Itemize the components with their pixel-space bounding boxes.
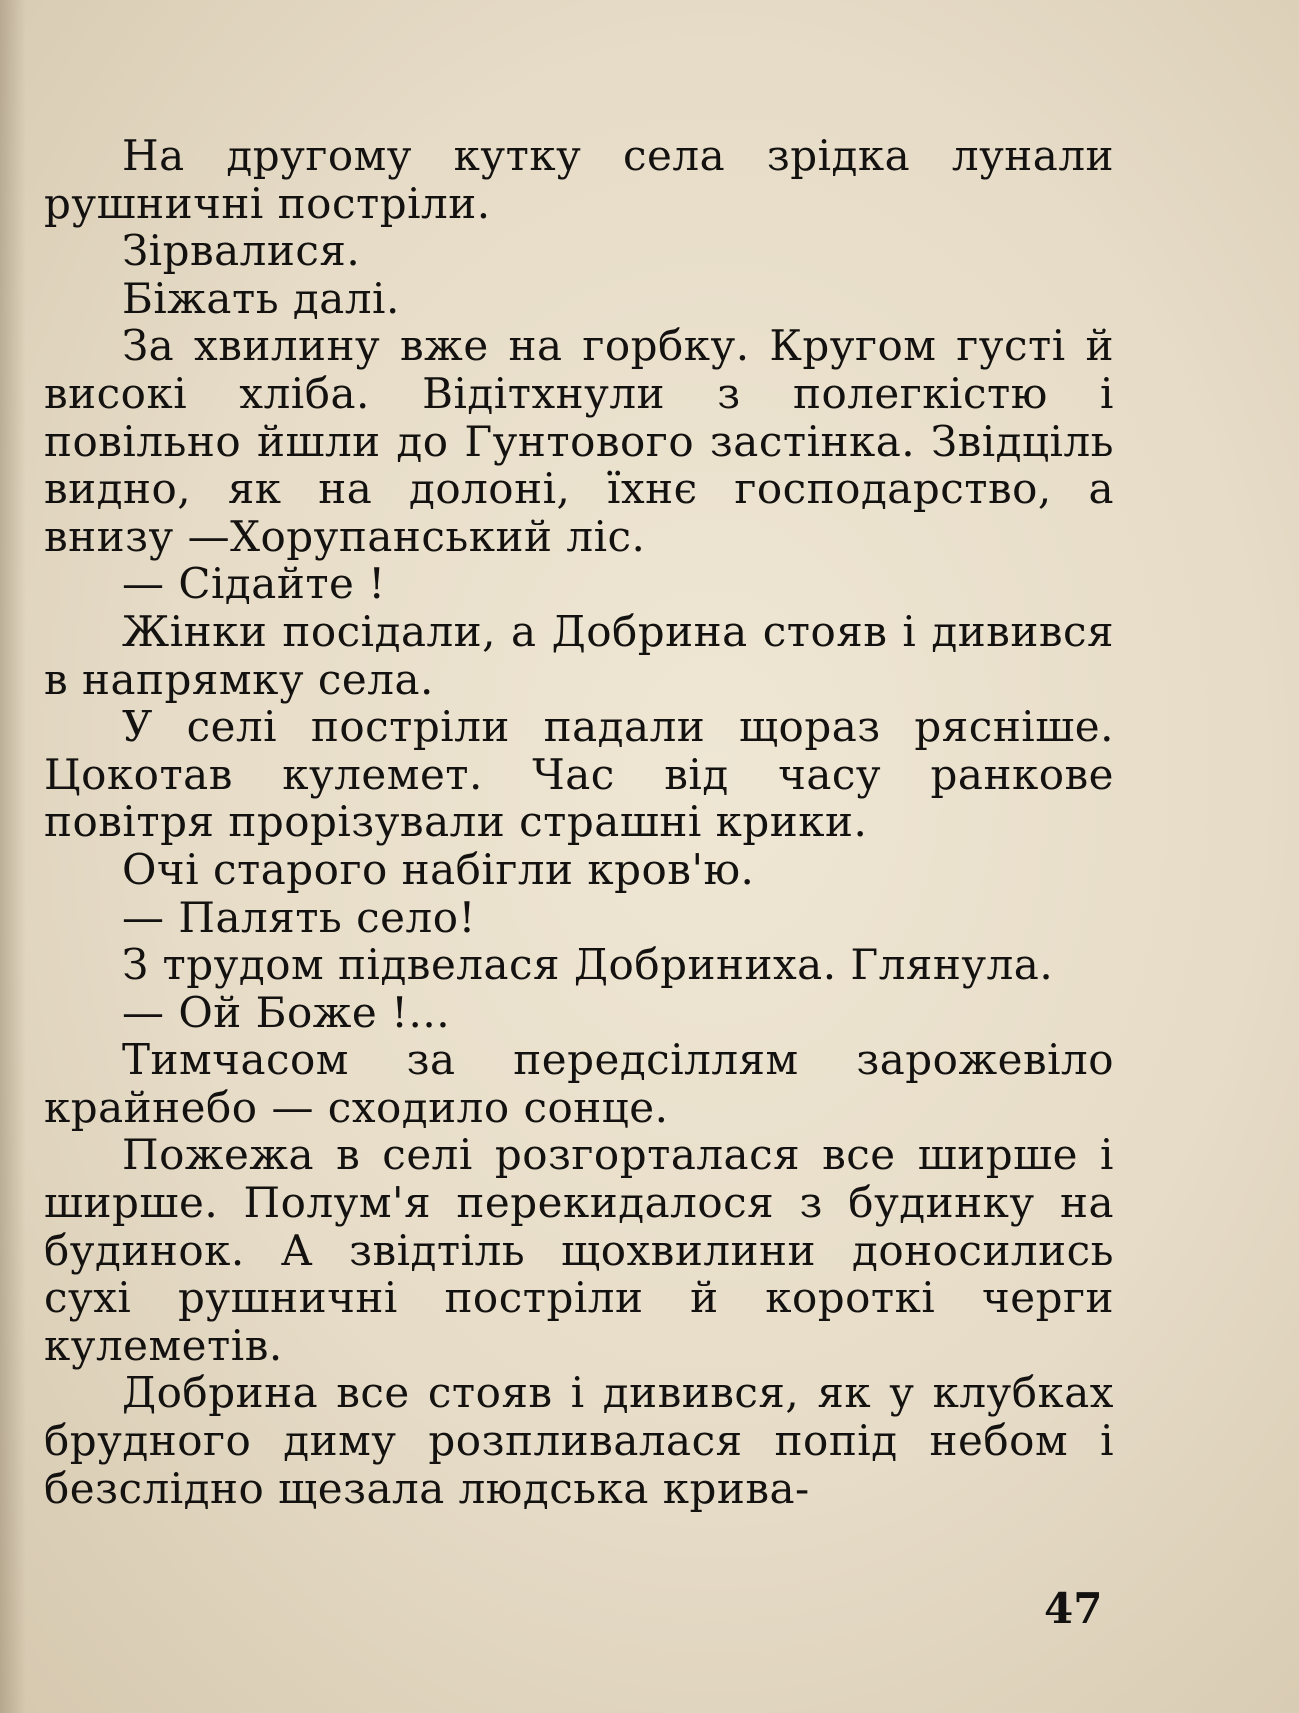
paragraph: Біжать далі. <box>122 273 400 323</box>
paragraph: З трудом підвелася Добриниха. Глянула. <box>122 940 1054 990</box>
paragraph: — Ой Боже !... <box>122 987 451 1037</box>
paragraph: — Сідайте ! <box>122 559 386 609</box>
paragraph: За хвилину вже на горбку. Кругом густі й високі хліба. Відітхнули з полегкістю і повільно йшли до Гунтового застінка. Звідціль видно, як на долоні, їхнє господарство, а внизу —Хорупанський ліс. <box>44 321 1114 561</box>
paragraph: На другому кутку села зрідка лунали рушничні постріли. <box>44 131 1114 228</box>
paragraph: Добрина все стояв і дивився, як у клубках брудного диму розпливалася попід небом і безслідно щезала людська крива- <box>44 1368 1114 1513</box>
paragraph: Пожежа в селі розгорталася все ширше і ширше. Полум'я перекидалося з будинку на будинок. А звідтіль щохвилини доносились сухі рушничні постріли й короткі черги кулеметів. <box>44 1130 1114 1370</box>
paragraph: — Палять село! <box>122 892 476 942</box>
paragraph: У селі постріли падали щораз рясніше. Цокотав кулемет. Час від часу ранкове повітря прорізували страшні крики. <box>44 702 1114 847</box>
paragraph: Жінки посідали, а Добрина стояв і дивився в напрямку села. <box>44 606 1114 704</box>
body-text <box>44 132 1114 1512</box>
paragraph: Зірвалися. <box>122 226 361 276</box>
paragraph: Очі старого набігли кров'ю. <box>122 844 755 894</box>
paragraph: Тимчасом за передсіллям зарожевіло крайнебо — сходило сонце. <box>44 1035 1114 1132</box>
page-number: 47 <box>1044 1584 1103 1633</box>
page-spine-shadow <box>0 0 26 1713</box>
